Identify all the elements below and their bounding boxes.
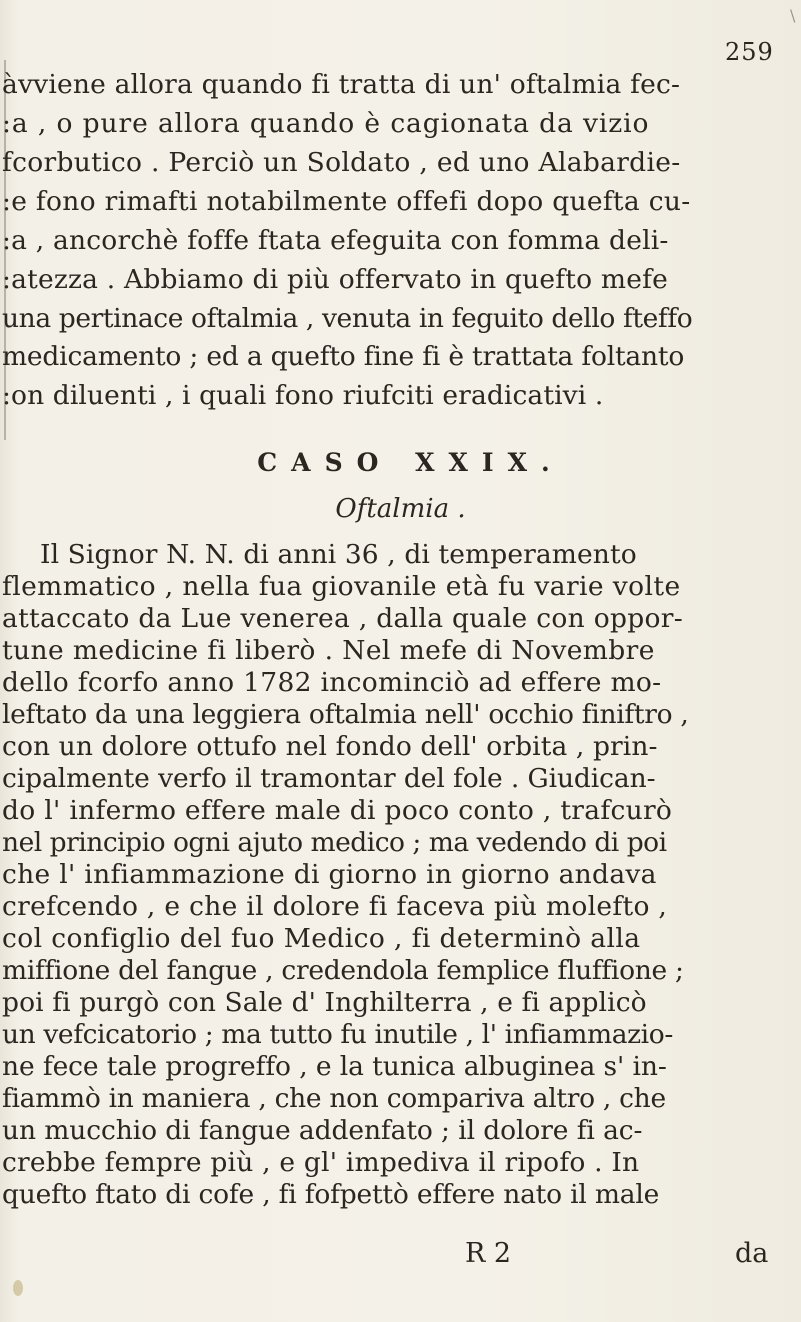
text-line: col configlio del fuo Medico , fi determinò alla — [2, 923, 641, 954]
signature-mark: R 2 — [465, 1238, 512, 1269]
page-number: 259 — [725, 38, 774, 66]
text-line: Il Signor N. N. di anni 36 , di temperamento — [40, 539, 637, 570]
text-line: àvviene allora quando fi tratta di un' oftalmia fec- — [2, 69, 681, 100]
text-line: :atezza . Abbiamo di più offervato in quefto mefe — [2, 264, 669, 295]
catch-word: da — [735, 1238, 769, 1269]
text-line: leftato da una leggiera oftalmia nell' occhio finiftro , — [2, 699, 689, 730]
text-line: do l' infermo effere male di poco conto , trafcurò — [2, 795, 673, 826]
text-line: una pertinace oftalmia , venuta in feguito dello fteffo — [2, 303, 693, 334]
text-line: attaccato da Lue venerea , dalla quale con oppor- — [2, 603, 683, 634]
text-line: :on diluenti , i quali fono riufciti eradicativi . — [2, 380, 604, 411]
text-line: medicamento ; ed a quefto fine fi è trattata foltanto — [2, 341, 685, 372]
text-line: un vefcicatorio ; ma tutto fu inutile , l' infiammazio- — [2, 1019, 673, 1050]
text-line: con un dolore ottufo nel fondo dell' orbita , prin- — [2, 731, 658, 762]
text-line: flemmatico , nella fua giovanile età fu varie volte — [2, 571, 681, 602]
text-line: poi fi purgò con Sale d' Inghilterra , e fi applicò — [2, 987, 647, 1018]
text-line: quefto ftato di cofe , fi fofpettò effere nato il male — [2, 1179, 660, 1210]
top-corner-mark: \ — [790, 6, 796, 25]
text-line: un mucchio di fangue addenfato ; il dolore fi ac- — [2, 1115, 643, 1146]
paper-stain — [13, 1280, 23, 1296]
text-line: fiammò in maniera , che non compariva altro , che — [2, 1083, 666, 1114]
text-line: crefcendo , e che il dolore fi faceva più molefto , — [2, 891, 668, 922]
text-line: fcorbutico . Perciò un Soldato , ed uno Alabardie- — [2, 147, 681, 178]
case-subtitle: Oftalmia . — [335, 494, 466, 524]
text-line: dello fcorfo anno 1782 incominciò ad effere mo- — [2, 667, 662, 698]
text-line: miffione del fangue , credendola femplice fluffione ; — [2, 955, 684, 986]
case-title: CASO XXIX. — [257, 448, 564, 477]
text-line: :a , ancorchè foffe ftata efeguita con fomma deli- — [2, 225, 669, 256]
text-line: :e fono rimafti notabilmente offefi dopo quefta cu- — [2, 186, 691, 217]
text-line: crebbe fempre più , e gl' impediva il ripofo . In — [2, 1147, 640, 1178]
text-line: tune medicine fi liberò . Nel mefe di Novembre — [2, 635, 655, 666]
text-line: :a , o pure allora quando è cagionata da vizio — [2, 108, 650, 139]
text-line: cipalmente verfo il tramontar del fole . Giudican- — [2, 763, 656, 794]
text-line: ne fece tale progreffo , e la tunica albuginea s' in- — [2, 1051, 667, 1082]
text-line: che l' infiammazione di giorno in giorno andava — [2, 859, 657, 890]
text-line: nel principio ogni ajuto medico ; ma vedendo di poi — [2, 827, 667, 858]
